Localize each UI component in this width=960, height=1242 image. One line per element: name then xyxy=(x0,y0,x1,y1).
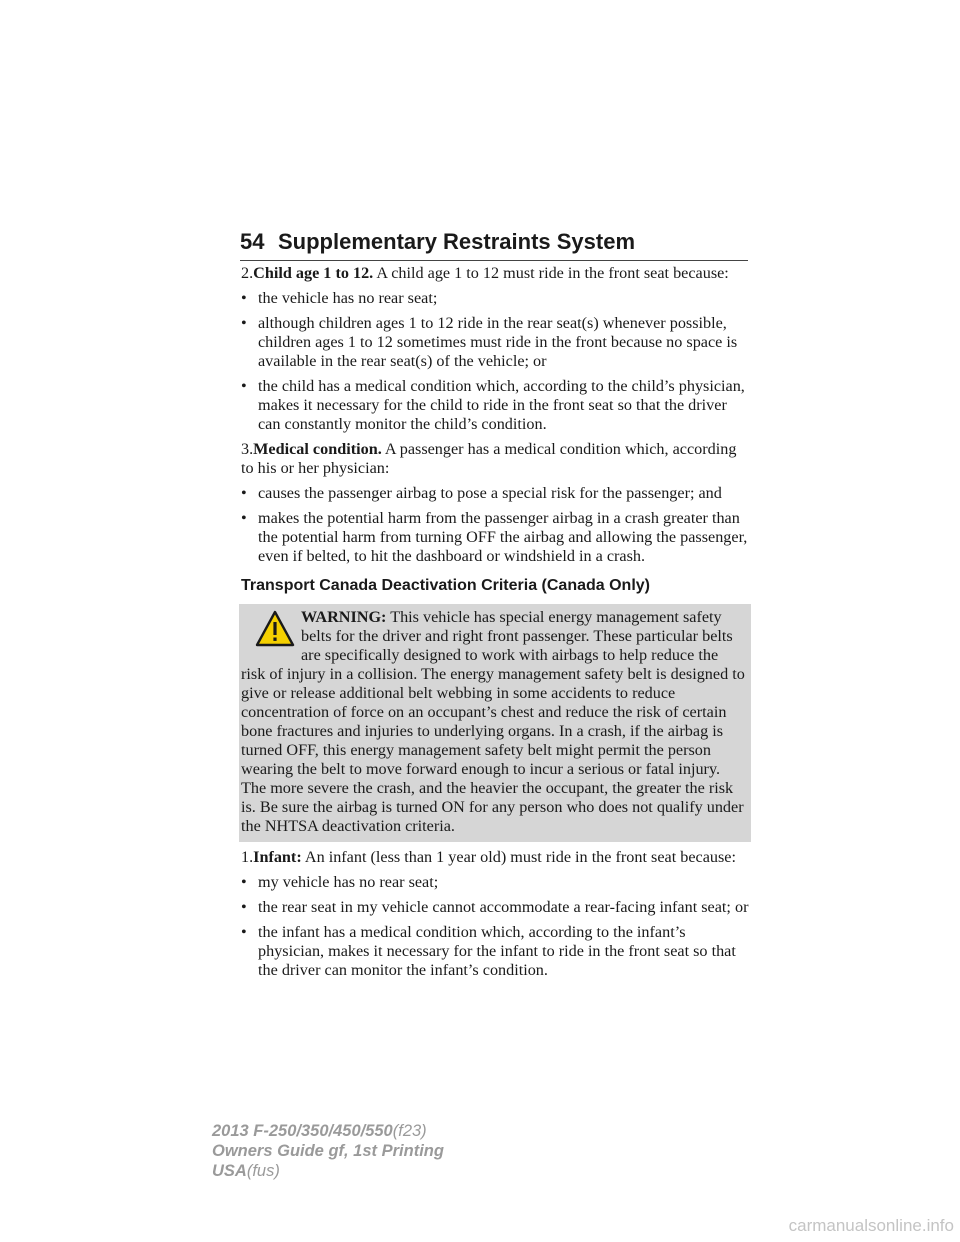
header-rule xyxy=(240,260,748,261)
list-item xyxy=(241,289,751,308)
list-item xyxy=(241,873,751,892)
bullet-icon: • xyxy=(241,923,247,941)
watermark: carmanualsonline.info xyxy=(788,1216,954,1235)
item-3-heading: Medical condition. xyxy=(253,440,382,458)
list-item xyxy=(241,484,751,503)
footer-market: USA xyxy=(212,1162,247,1180)
item-2-bullets xyxy=(241,289,751,434)
bullet-text: although children ages 1 to 12 ride in the rear seat(s) whenever possible, children ages 1 to 12 sometimes must ride in the front because no space is available in the rear seat(s) of the vehicle; or xyxy=(258,314,738,370)
warning-box xyxy=(239,604,751,842)
bullet-icon: • xyxy=(241,898,247,916)
footer-market-code: (fus) xyxy=(246,1162,280,1180)
bullet-text: the infant has a medical condition which, according to the infant’s physician, makes it necessary for the infant to ride in the front seat so that the driver can monitor the infant’s condition. xyxy=(258,923,736,979)
bullet-text: the vehicle has no rear seat; xyxy=(258,289,438,307)
warning-triangle-icon xyxy=(255,610,295,650)
item-2-intro xyxy=(241,264,751,283)
item-3-text: A passenger has a medical condition which, according to his or her physician: xyxy=(241,440,737,477)
item-1-bullets xyxy=(241,873,751,980)
footer-model-code: (f23) xyxy=(392,1122,427,1140)
bullet-text: my vehicle has no rear seat; xyxy=(258,873,439,891)
bullet-icon: • xyxy=(241,314,247,332)
section-heading: Transport Canada Deactivation Criteria (Canada Only) xyxy=(241,577,650,594)
bullet-text: causes the passenger airbag to pose a special risk for the passenger; and xyxy=(258,484,722,502)
item-3-intro xyxy=(241,440,751,478)
bullet-icon: • xyxy=(241,484,247,502)
document-footer xyxy=(212,1121,444,1181)
list-item xyxy=(241,377,751,434)
bullet-icon: • xyxy=(241,289,247,307)
item-1-intro xyxy=(241,848,751,867)
item-1-text: An infant (less than 1 year old) must ride in the front seat because: xyxy=(304,848,736,866)
list-item xyxy=(241,509,751,566)
footer-model: 2013 F-250/350/450/550 xyxy=(212,1122,393,1140)
warning-text: This vehicle has special energy management safety belts for the driver and right front passenger. These particular belts are specifically designed to work with airbags to help reduce the risk of injury in a collision. The energy management safety belt is designed to give or release additional belt webbing in some accidents to reduce concentration of force on an occupant’s chest and reduce the risk of certain bone fractures and injuries to underlying organs. In a crash, if the airbag is turned OFF, this energy management safety belt might permit the person wearing the belt to move forward enough to incur a serious or fatal injury. The more severe the crash, and the heavier the occupant, the greater the risk is. Be sure the airbag is turned ON for any person who does not qualify under the NHTSA deactivation criteria. xyxy=(241,608,745,835)
bullet-icon: • xyxy=(241,377,247,395)
item-3-bullets xyxy=(241,484,751,566)
item-2-text: A child age 1 to 12 must ride in the front seat because: xyxy=(376,264,729,282)
bullet-text: makes the potential harm from the passenger airbag in a crash greater than the potential harm from turning OFF the airbag and allowing the passenger, even if belted, to hit the dashboard or windshield in a crash. xyxy=(258,509,748,565)
footer-line-2: Owners Guide gf, 1st Printing xyxy=(212,1142,444,1160)
list-item xyxy=(241,898,751,917)
warning-label: WARNING: xyxy=(301,608,387,626)
bullet-text: the child has a medical condition which, according to the child’s physician, makes it necessary for the child to ride in the front seat so that the driver can constantly monitor the child’s condition. xyxy=(258,377,745,433)
item-1-number: 1. xyxy=(241,848,254,866)
footer-line-1 xyxy=(212,1121,444,1141)
item-1-heading: Infant: xyxy=(253,848,302,866)
section-title: Supplementary Restraints System xyxy=(278,229,636,254)
list-item xyxy=(241,923,751,980)
item-2-number: 2. xyxy=(241,264,254,282)
page-header xyxy=(240,229,635,255)
bullet-text: the rear seat in my vehicle cannot accommodate a rear-facing infant seat; or xyxy=(258,898,749,916)
page-body xyxy=(241,264,751,986)
bullet-icon: • xyxy=(241,509,247,527)
footer-line-3 xyxy=(212,1161,444,1181)
page-number: 54 xyxy=(240,229,265,254)
bullet-icon: • xyxy=(241,873,247,891)
item-3-number: 3. xyxy=(241,440,254,458)
item-2-heading: Child age 1 to 12. xyxy=(253,264,374,282)
list-item xyxy=(241,314,751,371)
